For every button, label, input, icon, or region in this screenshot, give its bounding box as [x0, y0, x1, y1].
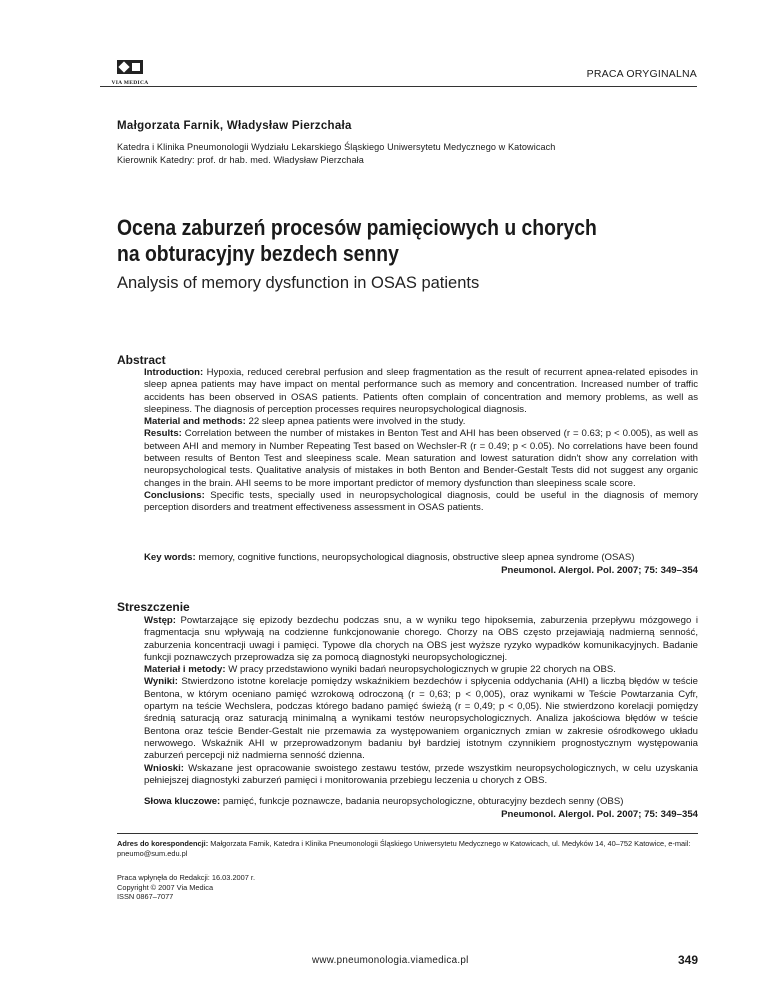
footer-divider: [117, 833, 698, 834]
abstract-introduction: [144, 367, 698, 416]
abstract-intro-label: Introduction:: [144, 367, 204, 378]
correspondence-address: [117, 839, 699, 859]
article-type-label: PRACA ORYGINALNA: [586, 68, 697, 80]
abstract-conclusions: [144, 490, 698, 515]
via-medica-logo-icon: [117, 60, 143, 74]
streszczenie-conclusions-text: Wskazane jest opracowanie swoistego zestawu testów, przede wszystkim neuropsychologicznych, w celu uzyskania pełniejszej diagnostyki zaburzeń pamięci i monitorowania przebiegu leczenia u chorych z OBS.: [144, 762, 698, 786]
abstract-results-text: Correlation between the number of mistakes in Benton Test and AHI has been observed (r = 0.63; p < 0.005), as well as between AHI and memory in Number Repeating Test based on Wechsler-R (r = 0.49; p < 0.05). No correlations have been found between results of Benton Test and sleepiness scale. Mean saturation and lowest saturation didn't show any correlation with neuropsychological tests. Qualitative analysis of mistakes in both Benton and Bender-Gestalt Tests did not suggest any organic changes in the brain. AHI seems to be more important predictor of memory dysfunction than sleepiness scale score.: [144, 428, 698, 489]
streszczenie-heading: Streszczenie: [117, 600, 190, 614]
affiliation-department: Katedra i Klinika Pneumonologii Wydziału Lekarskiego Śląskiego Uniwersytetu Medycznego w Katowicach: [117, 142, 556, 152]
streszczenie-results-label: Wyniki:: [144, 676, 178, 688]
slowa-kluczowe-text: pamięć, funkcje poznawcze, badania neuropsychologiczne, obturacyjny bezdech senny (OBS): [220, 796, 624, 807]
streszczenie-results-text: Stwierdzono istotne korelacje pomiędzy wskaźnikiem bezdechów i spłycenia oddychania (AHI) a liczbą błędów w teście Bentona, w którym oceniano pamięć wzrokową odroczoną (r = 0,63; p < 0,005), oraz wynikami w Teście Powtarzania Cyfr, opartym na teście Wechslera, podczas którego badano pamięć świeżą (r = 0,49; p < 0,05). Nie stwierdzono korelacji pomiędzy średnią saturacją oraz saturacją minimalną a wynikami testów neuropsychologicznych. Analiza jakościowa błędów w teście Bentona oraz teście Bender-Gestalt nie przemawia za występowaniem organicznych zmian w zakresie ośrodkowego układu nerwowego. Wskaźnik AHI w przeprowadzonym badaniu był bardziej istotnym czynnikiem prognostycznym występowania zaburzeń percepcji niż nadmierna senność dzienna.: [144, 676, 698, 762]
keywords-label: Key words:: [144, 552, 196, 563]
streszczenie-intro-text: Powtarzające się epizody bezdechu podczas snu, a w wyniku tego hipoksemia, zaburzenia przepływu mózgowego i fragmentacja snu wpływają na codzienne funkcjonowanie chorego. Chorzy na OBS często przejawiają nadmierną senność, zaburzenia koncentracji uwagi i pamięci. Typowe dla chorych na OBS jest wyższe ryzyko wypadków komunikacyjnych. Badanie funkcji poznawczych przeprowadza się za pomocą diagnostyki neuropsychologicznej.: [144, 615, 698, 663]
abstract-results-label: Results:: [144, 428, 182, 440]
publication-meta: [117, 873, 255, 902]
copyright-notice: Copyright © 2007 Via Medica: [117, 882, 214, 892]
title-pl-line-1: Ocena zaburzeń procesów pamięciowych u chorych: [117, 215, 597, 240]
issn: ISSN 0867–7077: [117, 892, 174, 902]
streszczenie-methods-label: Materiał i metody:: [144, 664, 226, 676]
logo-text: VIA MEDICA: [111, 80, 149, 86]
streszczenie-body: [144, 615, 698, 787]
correspondence-label: Adres do korespondencji:: [117, 839, 209, 848]
abstract-results: [144, 428, 698, 489]
streszczenie-intro-label: Wstęp:: [144, 615, 176, 626]
streszczenie-citation: Pneumonol. Alergol. Pol. 2007; 75: 349–354: [501, 809, 698, 820]
slowa-kluczowe-label: Słowa kluczowe:: [144, 796, 221, 807]
abstract-keywords: [144, 552, 698, 564]
keywords-text: memory, cognitive functions, neuropsychological diagnosis, obstructive sleep apnea syndrome (OSAS): [195, 552, 635, 563]
abstract-methods: [144, 416, 698, 428]
abstract-intro-text: Hypoxia, reduced cerebral perfusion and sleep fragmentation as the result of recurrent apnea-related episodes in sleep apnea patients may have impact on mental performance such as memory and concentration. Increased number of traffic accidents has been observed in OSAS patients. Patients often complain of concentration and memory problems, as well as sleepiness. The diagnosis of perception processes requires neuropsychological diagnosis.: [144, 367, 698, 415]
abstract-heading: Abstract: [117, 353, 166, 367]
abstract-citation: Pneumonol. Alergol. Pol. 2007; 75: 349–354: [501, 565, 698, 576]
abstract-methods-text: 22 sleep apnea patients were involved in the study.: [245, 416, 466, 428]
streszczenie-keywords: [144, 796, 698, 808]
streszczenie-methods-text: W pracy przedstawiono wyniki badań neuropsychologicznych w grupie 22 chorych na OBS.: [225, 664, 616, 676]
abstract-methods-label: Material and methods:: [144, 416, 246, 428]
received-date: Praca wpłynęła do Redakcji: 16.03.2007 r.: [117, 873, 256, 882]
streszczenie-results: [144, 676, 698, 762]
affiliation-head: Kierownik Katedry: prof. dr hab. med. Władysław Pierzchała: [117, 155, 364, 165]
affiliation: [117, 141, 555, 167]
correspondence-text: Małgorzata Farnik, Katedra i Klinika Pneumonologii Śląskiego Uniwersytetu Medycznego w Katowicach, ul. Medyków 14, 40–752 Katowice, e-mail: pneumo@sum.edu.pl: [117, 839, 691, 858]
abstract-body: [144, 367, 698, 515]
article-title-polish: [117, 215, 610, 267]
article-title-english: Analysis of memory dysfunction in OSAS patients: [117, 274, 480, 292]
publisher-logo: [100, 60, 160, 86]
streszczenie-conclusions-label: Wnioski:: [144, 762, 184, 774]
title-pl-line-2: na obturacyjny bezdech senny: [117, 241, 399, 266]
header-divider: [100, 86, 697, 87]
abstract-conclusions-label: Conclusions:: [144, 489, 205, 501]
abstract-conclusions-text: Specific tests, specially used in neuropsychological diagnosis, could be useful in the diagnosis of memory perception disorders and treatment effectiveness assessment in OSAS patients.: [144, 489, 698, 514]
page-number: 349: [677, 953, 698, 967]
journal-url[interactable]: www.pneumonologia.viamedica.pl: [312, 955, 469, 966]
streszczenie-conclusions: [144, 763, 698, 788]
streszczenie-methods: [144, 664, 698, 676]
author-list: Małgorzata Farnik, Władysław Pierzchała: [117, 120, 352, 132]
streszczenie-introduction: [144, 615, 698, 664]
